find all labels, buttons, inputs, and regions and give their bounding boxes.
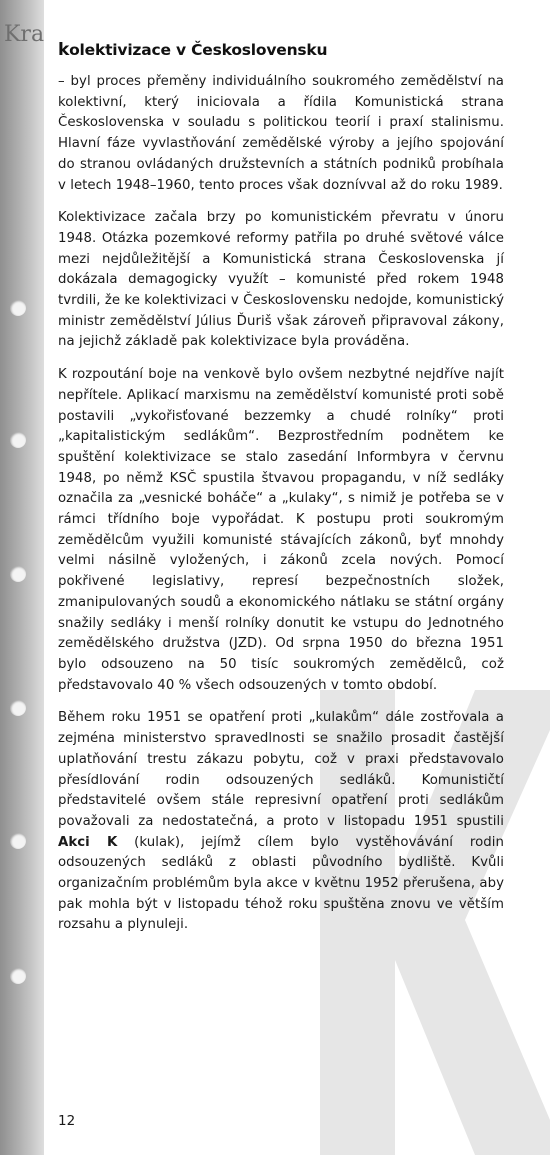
article-title — [58, 40, 504, 60]
binder-hole — [10, 432, 26, 448]
binder-hole — [10, 700, 26, 716]
title-text: olektivizace v Československu — [69, 41, 328, 59]
title-initial: k — [58, 40, 70, 60]
paragraph-4 — [58, 708, 504, 936]
binder-hole — [10, 300, 26, 316]
binder-hole — [10, 968, 26, 984]
paragraph-3: K rozpoutání boje na venkově bylo ovšem nezbytné nejdříve najít nepřítele. Aplikací marxismu na zemědělství komunisté proti sobě postavili „vykořisťované bezzemky a chudé rolníky“ proti „kapitalistickým sedlákům“. Bezprostředním podnětem ke spuštění kolektivizace se stalo zasedání Informbyra v červnu 1948, po němž KSČ spustila štvavou propagandu, v níž sedláky označila za „vesnické boháče“ a „kulaky“, s nimiž je potřeba se v rámci třídního boje vypořádat. K postupu proti soukromým zemědělcům využili komunisté stávajících zákonů, byť mnohdy velmi násilně vyložených, i zákonů zcela nových. Pomocí pokřivené legislativy, represí bezpečnostních složek, zmanipulovaných soudů a ekonomického nátlaku se státní orgány snažily sedláky i menší rolníky donutit ke vstupu do Jednotného zemědělského družstva (JZD). Od srpna 1950 do března 1951 bylo odsouzeno na 50 tisíc soukromých zemědělců, což představovalo 40 % všech odsouzených v tomto období. — [58, 367, 504, 693]
perforated-margin-strip — [0, 0, 44, 1155]
paragraph-4-start: Během roku 1951 se opatření proti „kulakům“ dále zostřovala a zejména ministerstvo spravedlnosti se snažilo prosadit častější uplatňování trestu zákazu pobytu, což v praxi představovalo přesídlování rodin odsouzených sedláků. Komunističtí představitelé ovšem stále represivní opatření proti sedlákům považovali za nedostatečná, a proto v listopadu 1951 spustili — [58, 710, 504, 829]
paragraph-1: – byl proces přeměny individuálního soukromého zemědělství na kolektivní, který iniciovala a řídila Komunistická strana Československa v souladu s politickou teorií i praxí stalinismu. Hlavní fáze vyvlastňování zemědělské výroby a jejího spojování do stranou ovládaných družstevních a státních podniků probíhala v letech 1948–1960, tento proces však doznívval až do roku 1989. — [58, 74, 504, 193]
paragraph-2: Kolektivizace začala brzy po komunistickém převratu v únoru 1948. Otázka pozemkové reformy patřila po druhé světové válce mezi nejdůležitější a Komunistická strana Československa jí dokázala demagogicky využít – komunisté před rokem 1948 tvrdili, že ke kolektivizaci v Československu nedojde, komunistický ministr zemědělství Július Ďuriš však zároveň připravoval zákony, na jejichž základě pak kolektivizace byla prováděna. — [58, 210, 504, 350]
page-number: 12 — [58, 1113, 76, 1129]
binder-hole — [10, 833, 26, 849]
article-body — [58, 40, 504, 948]
margin-text-fragment: Kra — [4, 22, 44, 47]
binder-hole — [10, 566, 26, 582]
paragraph-4-end: (kulak), jejímž cílem bylo vystěhovávání rodin odsouzených sedláků z oblasti původního bydliště. Kvůli organizačním problémům byla akce v květnu 1952 přerušena, aby pak mohla být v listopadu téhož roku spuštěna znovu ve větším rozsahu a plynuleji. — [58, 834, 504, 933]
action-k-bold-term: Akci K — [58, 834, 118, 850]
